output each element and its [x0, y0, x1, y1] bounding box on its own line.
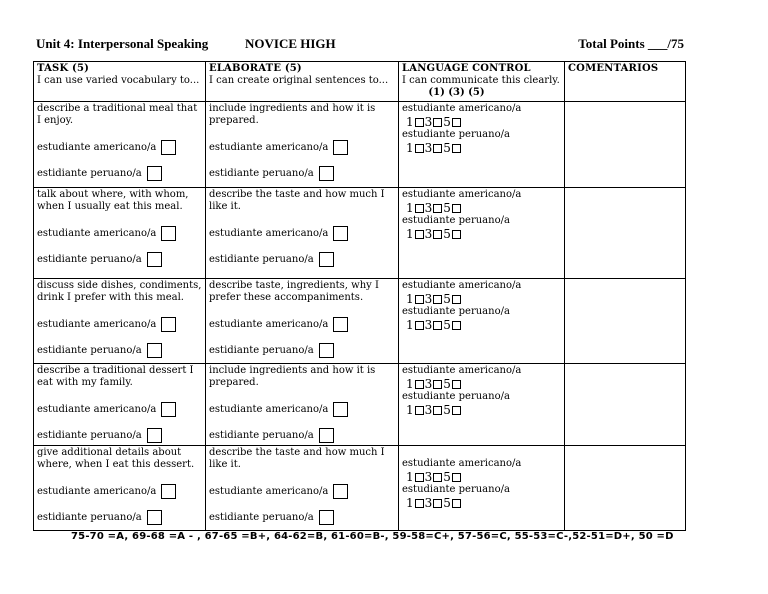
- checkbox[interactable]: [452, 380, 461, 389]
- task-cell: discuss side dishes, condiments, drink I prefer with this meal. estudiante americano/a estidiante peruano/a: [34, 279, 206, 364]
- elaborate-cell: describe taste, ingredients, why I prefer these accompaniments. estudiante americano/a estidiante peruano/a: [206, 279, 399, 364]
- language-control-column-header: LANGUAGE CONTROL I can communicate this clearly. (1) (3) (5): [399, 62, 565, 102]
- table-row: [34, 102, 686, 188]
- score-scale: 1 3 5: [402, 227, 561, 241]
- checkbox[interactable]: [452, 406, 461, 415]
- checkbox[interactable]: [433, 230, 442, 239]
- checkbox[interactable]: [333, 402, 348, 417]
- checkbox[interactable]: [452, 473, 461, 482]
- checkbox[interactable]: [415, 380, 424, 389]
- checkbox[interactable]: [452, 230, 461, 239]
- checkbox[interactable]: [333, 226, 348, 241]
- task-column-header: TASK (5) I can use varied vocabulary to...: [34, 62, 206, 102]
- checkbox[interactable]: [452, 499, 461, 508]
- elaborate-cell: include ingredients and how it is prepared. estudiante americano/a estidiante peruano/a: [206, 102, 399, 188]
- checkbox[interactable]: [415, 473, 424, 482]
- checkbox[interactable]: [147, 343, 162, 358]
- checkbox[interactable]: [433, 118, 442, 127]
- proficiency-level: NOVICE HIGH: [245, 36, 336, 51]
- grading-scale: 75-70 =A, 69-68 =A - , 67-65 =B+, 64-62=B, 61-60=B-, 59-58=C+, 57-56=C, 55-53=C-,52-51=D+, 50 =D: [71, 531, 674, 542]
- checkbox[interactable]: [433, 144, 442, 153]
- checkbox[interactable]: [452, 204, 461, 213]
- language-control-cell: estudiante americano/a 1 3 5 estudiante peruano/a 1 3 5: [399, 446, 565, 531]
- checkbox[interactable]: [333, 140, 348, 155]
- checkbox[interactable]: [333, 317, 348, 332]
- elaborate-cell: describe the taste and how much I like it. estudiante americano/a estidiante peruano/a: [206, 188, 399, 279]
- language-control-cell: estudiante americano/a 1 3 5 estudiante peruano/a 1 3 5: [399, 364, 565, 446]
- checkbox[interactable]: [433, 406, 442, 415]
- checkbox[interactable]: [433, 473, 442, 482]
- unit-title: Unit 4: Interpersonal Speaking: [36, 36, 209, 51]
- checkbox[interactable]: [433, 321, 442, 330]
- checkbox[interactable]: [415, 295, 424, 304]
- checkbox[interactable]: [415, 499, 424, 508]
- comments-cell[interactable]: [565, 188, 686, 279]
- checkbox[interactable]: [415, 144, 424, 153]
- checkbox[interactable]: [452, 118, 461, 127]
- checkbox[interactable]: [433, 499, 442, 508]
- checkbox[interactable]: [415, 118, 424, 127]
- comments-cell[interactable]: [565, 102, 686, 188]
- language-control-cell: estudiante americano/a 1 3 5 estudiante peruano/a 1 3 5: [399, 102, 565, 188]
- score-scale: 1 3 5: [402, 318, 561, 332]
- table-row: [34, 364, 686, 446]
- checkbox[interactable]: [161, 317, 176, 332]
- checkbox[interactable]: [161, 402, 176, 417]
- checkbox[interactable]: [452, 295, 461, 304]
- checkbox[interactable]: [319, 510, 334, 525]
- language-control-cell: estudiante americano/a 1 3 5 estudiante peruano/a 1 3 5: [399, 188, 565, 279]
- task-cell: describe a traditional dessert I eat with my family. estudiante americano/a estidiante peruano/a: [34, 364, 206, 446]
- score-scale: 1 3 5: [402, 201, 561, 215]
- table-row: [34, 279, 686, 364]
- checkbox[interactable]: [415, 204, 424, 213]
- checkbox[interactable]: [319, 428, 334, 443]
- rubric-table: [33, 61, 686, 531]
- table-row: [34, 446, 686, 531]
- score-scale: 1 3 5: [402, 115, 561, 129]
- checkbox[interactable]: [161, 484, 176, 499]
- header-row: [34, 62, 686, 102]
- checkbox[interactable]: [319, 343, 334, 358]
- checkbox[interactable]: [319, 252, 334, 267]
- checkbox[interactable]: [147, 252, 162, 267]
- header: [36, 36, 684, 54]
- comments-cell[interactable]: [565, 279, 686, 364]
- task-cell: talk about where, with whom, when I usually eat this meal. estudiante americano/a estidiante peruano/a: [34, 188, 206, 279]
- checkbox[interactable]: [161, 140, 176, 155]
- score-scale: 1 3 5: [402, 141, 561, 155]
- score-scale: 1 3 5: [402, 470, 561, 484]
- total-points: Total Points ___/75: [578, 36, 684, 51]
- score-scale: 1 3 5: [402, 292, 561, 306]
- elaborate-column-header: ELABORATE (5) I can create original sentences to...: [206, 62, 399, 102]
- comments-cell[interactable]: [565, 364, 686, 446]
- comments-cell[interactable]: [565, 446, 686, 531]
- checkbox[interactable]: [319, 166, 334, 181]
- checkbox[interactable]: [147, 166, 162, 181]
- checkbox[interactable]: [415, 406, 424, 415]
- checkbox[interactable]: [161, 226, 176, 241]
- checkbox[interactable]: [415, 230, 424, 239]
- score-scale: 1 3 5: [402, 496, 561, 510]
- checkbox[interactable]: [452, 144, 461, 153]
- checkbox[interactable]: [415, 321, 424, 330]
- checkbox[interactable]: [433, 295, 442, 304]
- checkbox[interactable]: [333, 484, 348, 499]
- score-scale: 1 3 5: [402, 377, 561, 391]
- task-cell: give additional details about where, when I eat this dessert. estudiante americano/a estidiante peruano/a: [34, 446, 206, 531]
- language-control-cell: estudiante americano/a 1 3 5 estudiante peruano/a 1 3 5: [399, 279, 565, 364]
- checkbox[interactable]: [433, 380, 442, 389]
- comments-column-header: COMENTARIOS: [565, 62, 686, 102]
- elaborate-cell: describe the taste and how much I like it. estudiante americano/a estidiante peruano/a: [206, 446, 399, 531]
- checkbox[interactable]: [433, 204, 442, 213]
- checkbox[interactable]: [452, 321, 461, 330]
- elaborate-cell: include ingredients and how it is prepared. estudiante americano/a estidiante peruano/a: [206, 364, 399, 446]
- score-scale: 1 3 5: [402, 403, 561, 417]
- checkbox[interactable]: [147, 428, 162, 443]
- checkbox[interactable]: [147, 510, 162, 525]
- task-cell: describe a traditional meal that I enjoy. estudiante americano/a estidiante peruano/a: [34, 102, 206, 188]
- table-row: [34, 188, 686, 279]
